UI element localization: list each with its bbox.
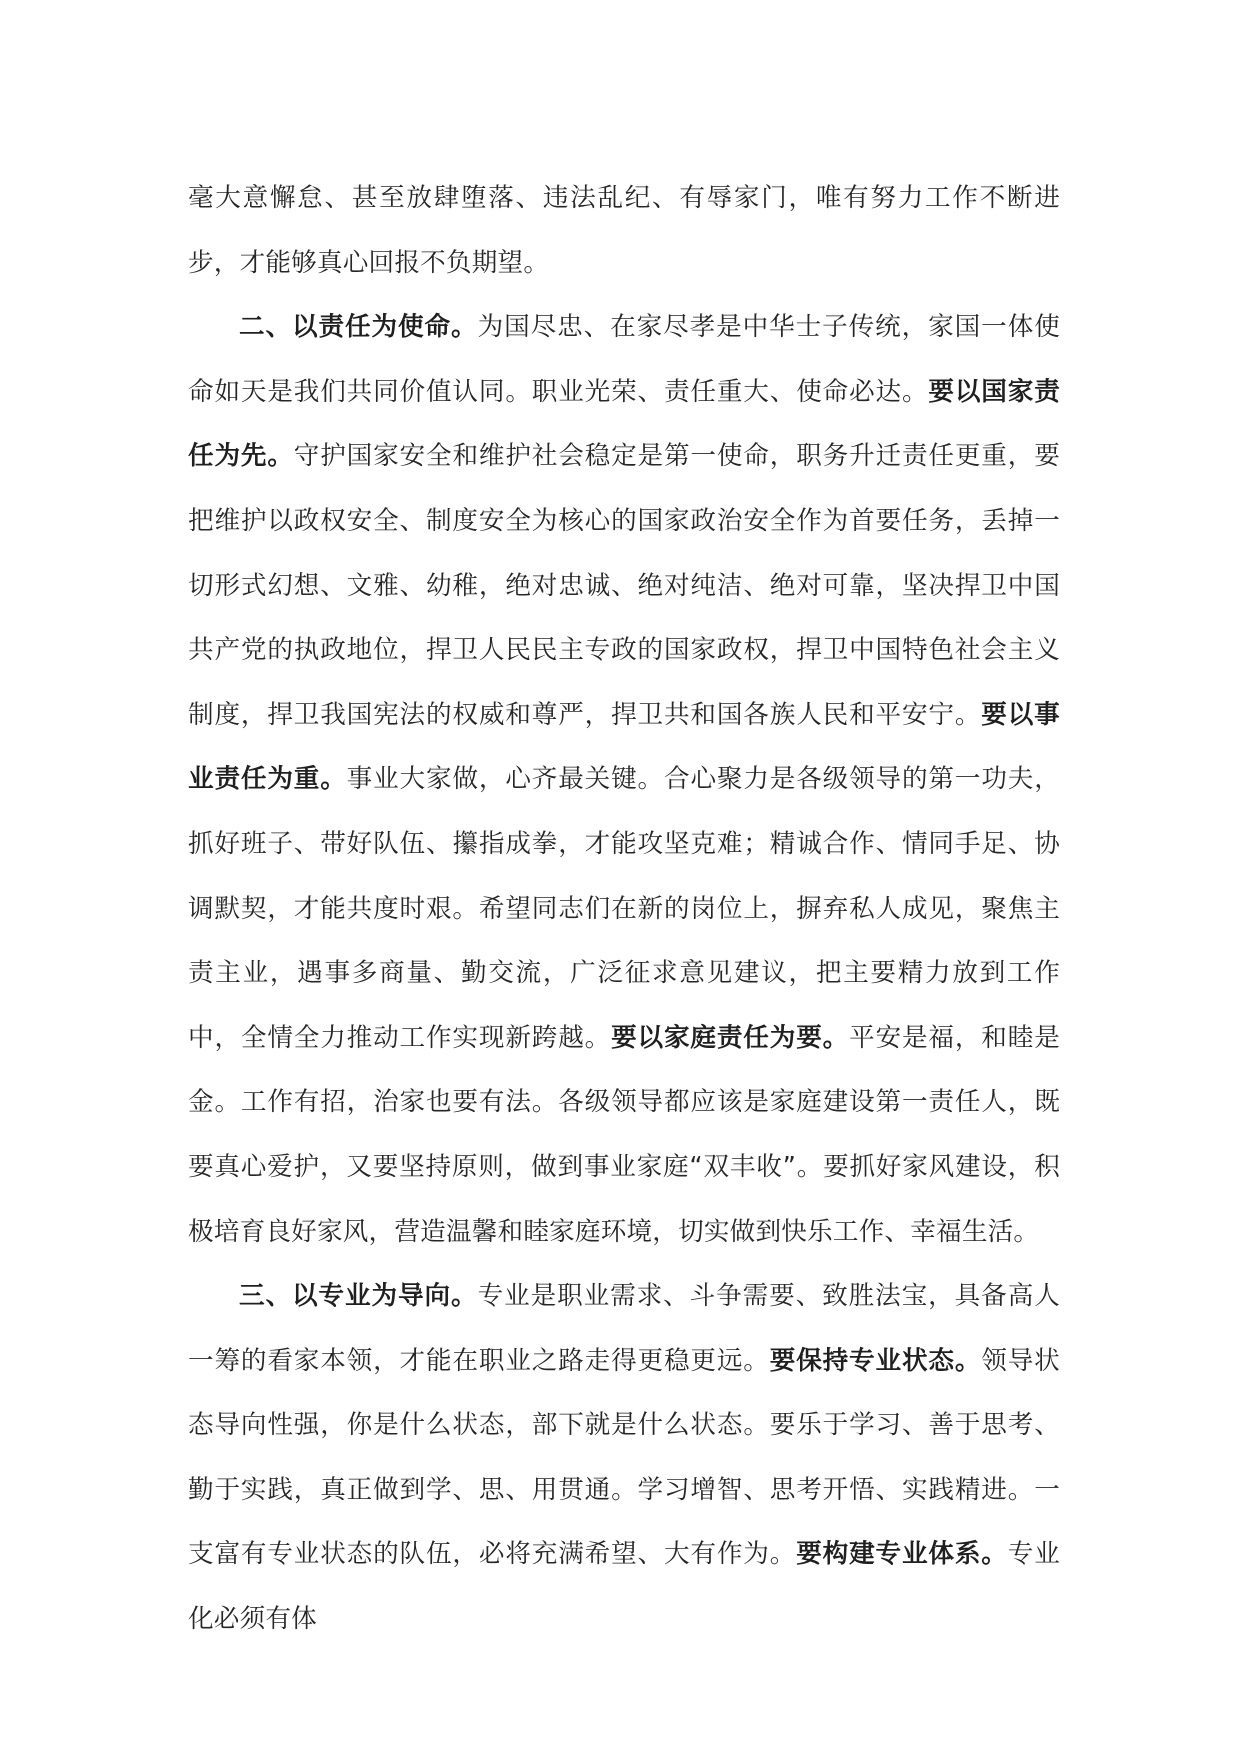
paragraph-1: [188, 166, 1060, 295]
paragraph-section-2: [188, 295, 1060, 1264]
sub-point-heading: 要以事业责任为重。: [188, 699, 1060, 795]
paragraph-text: 毫大意懈怠、甚至放肆堕落、违法乱纪、有辱家门，唯有努力工作不断进步，才能够真心回报不负期望。: [188, 183, 1060, 278]
paragraph-text: 平安是福，和睦是金。工作有招，治家也要有法。各级领导都应该是家庭建设第一责任人，既要真心爱护，又要坚持原则，做到事业家庭“双丰收”。要抓好家风建设，积极培育良好家风，营造温馨和睦家庭环境，切实做到快乐工作、幸福生活。: [188, 1022, 1060, 1247]
document-body: [188, 166, 1060, 1652]
paragraph-text: 专业化必须有体: [188, 1539, 1060, 1635]
paragraph-text: 守护国家安全和维护社会稳定是第一使命，职务升迁责任更重，要把维护以政权安全、制度安全为核心的国家政治安全作为首要任务，丢掉一切形式幻想、文雅、幼稚，绝对忠诚、绝对纯洁、绝对可靠，坚决捍卫中国共产党的执政地位，捍卫人民民主专政的国家政权，捍卫中国特色社会主义制度，捍卫我国宪法的权威和尊严，捍卫共和国各族人民和平安宁。: [188, 441, 1060, 730]
paragraph-text: 为国尽忠、在家尽孝是中华士子传统，家国一体使命如天是我们共同价值认同。职业光荣、责任重大、使命必达。: [188, 312, 1060, 407]
sub-point-heading: 要以国家责任为先。: [188, 376, 1060, 472]
section-heading: 二、以责任为使命。: [239, 312, 478, 343]
section-heading: 三、以专业为导向。: [239, 1281, 478, 1312]
sub-point-heading: 要保持专业状态。: [769, 1345, 982, 1376]
sub-point-heading: 要构建专业体系。: [796, 1539, 1008, 1570]
paragraph-section-3: [188, 1264, 1060, 1652]
paragraph-text: 领导状态导向性强，你是什么状态，部下就是什么状态。要乐于学习、善于思考、勤于实践，真正做到学、思、用贯通。学习增智、思考开悟、实践精进。一支富有专业状态的队伍，必将充满希望、大有作为。: [188, 1345, 1060, 1570]
sub-point-heading: 要以家庭责任为要。: [611, 1022, 850, 1053]
paragraph-text: 专业是职业需求、斗争需要、致胜法宝，具备高人一筹的看家本领，才能在职业之路走得更稳更远。: [188, 1281, 1060, 1376]
paragraph-text: 事业大家做，心齐最关键。合心聚力是各级领导的第一功夫，抓好班子、带好队伍、攥指成拳，才能攻坚克难；精诚合作、情同手足、协调默契，才能共度时艰。希望同志们在新的岗位上，摒弃私人成见，聚焦主责主业，遇事多商量、勤交流，广泛征求意见建议，把主要精力放到工作中，全情全力推动工作实现新跨越。: [188, 764, 1061, 1053]
